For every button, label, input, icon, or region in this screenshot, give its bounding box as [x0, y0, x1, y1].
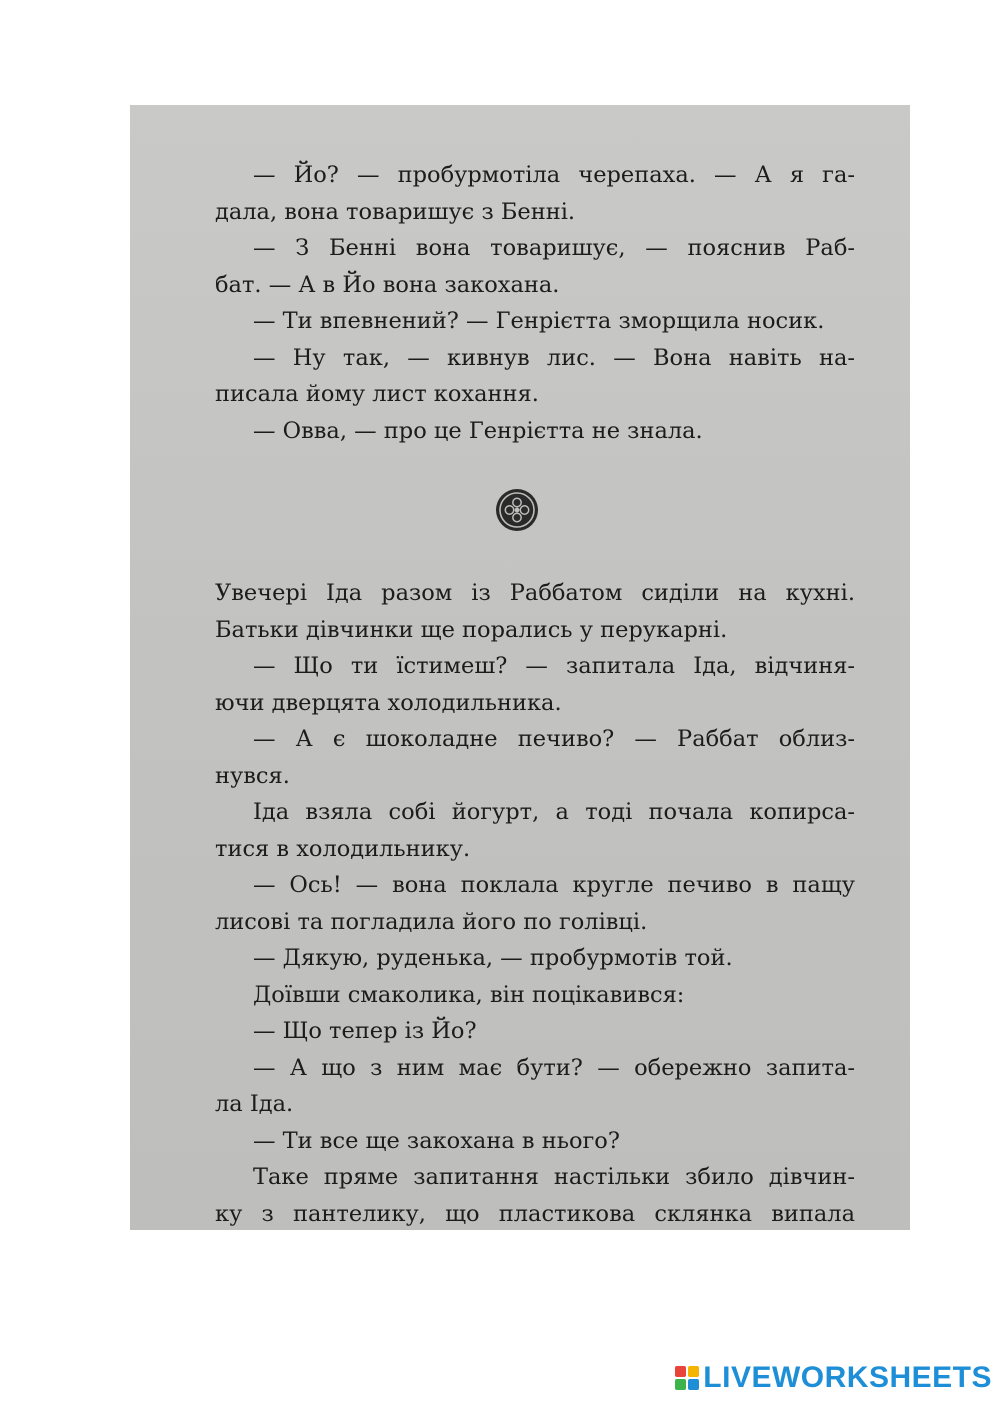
text-line: писала йому лист кохання. [215, 381, 539, 407]
logo-mark-icon [675, 1366, 699, 1390]
text-line: — Дякую, руденька, — пробурмотів той. [253, 945, 733, 971]
text-line: — Ну так, — кивнув лис. — Вона навіть на- [253, 344, 855, 371]
text-line: лисові та погладила його по голівці. [215, 908, 648, 935]
liveworksheets-logo [675, 1361, 992, 1395]
text-line: Таке пряме запитання настільки збило дівчин- [253, 1164, 855, 1190]
book-page-photo [130, 105, 910, 1230]
text-line: ючи дверцята холодильника. [215, 689, 562, 716]
narrative-block [215, 575, 855, 1230]
text-line: Іда взяла собі йогурт, а тоді почала копирса- [253, 799, 855, 825]
logo-text: LIVEWORKSHEETS [703, 1361, 992, 1394]
logo-square [688, 1366, 699, 1377]
text-line: бат. — А в Йо вона закохана. [215, 271, 560, 298]
text-line: — Ти впевнений? — Генрієтта зморщила носик. [253, 308, 825, 334]
text-line: тися в холодильнику. [215, 835, 471, 862]
text-line: — А що з ним має бути? — обережно запита- [253, 1054, 855, 1081]
text-line: Батьки дівчинки ще порались у перукарні. [215, 616, 728, 643]
text-line: — Ось! — вона поклала кругле печиво в пащу [253, 872, 855, 898]
dialogue-block [215, 157, 855, 449]
text-line: ла Іда. [215, 1091, 294, 1117]
logo-square [688, 1379, 699, 1390]
text-line: нувся. [215, 762, 290, 789]
text-line: — А є шоколадне печиво? — Раббат облиз- [253, 726, 855, 752]
text-line: дала, вона товаришує з Бенні. [215, 198, 576, 225]
text-line: — Що тепер із Йо? [253, 1018, 477, 1044]
text-line: — З Бенні вона товаришує, — пояснив Раб- [253, 235, 855, 261]
logo-square [675, 1379, 686, 1390]
text-line: — Овва, — про це Генрієтта не знала. [253, 417, 703, 444]
text-line: — Йо? — пробурмотіла черепаха. — А я га- [253, 162, 855, 188]
text-line: Доївши смаколика, він поцікавився: [253, 981, 685, 1008]
text-line: ку з пантелику, що пластикова склянка випала [215, 1200, 855, 1227]
floral-ornament-icon [495, 488, 539, 532]
text-line: — Що ти їстимеш? — запитала Іда, відчиня- [253, 653, 855, 679]
logo-square [675, 1366, 686, 1377]
text-line: — Ти все ще закохана в нього? [253, 1127, 620, 1154]
text-line: Увечері Іда разом із Раббатом сиділи на кухні. [215, 580, 855, 606]
